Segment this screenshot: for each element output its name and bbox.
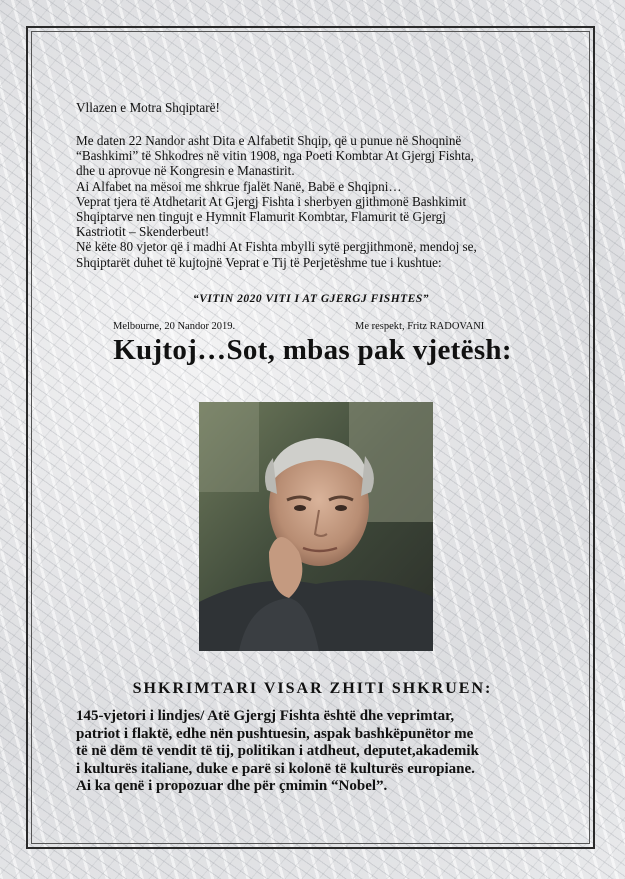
quote-line: 145-vjetori i lindjes/ Atë Gjergj Fishta është dhe veprimtar, <box>76 708 455 724</box>
quote-line: Ai ka qenë i propozuar dhe për çmimin “Nobel”. <box>76 778 388 794</box>
paragraph-line: Me daten 22 Nandor asht Dita e Alfabetit Shqip, që u punue në Shoqninë <box>76 133 462 148</box>
portrait-illustration <box>199 402 433 651</box>
paragraph-line: dhe u aprovue në Kongresin e Manastirit. <box>76 163 295 179</box>
paragraph-line: Kastriotit – Skenderbeut! <box>76 224 210 240</box>
intro-paragraph <box>76 133 546 270</box>
subtitle: SHKRIMTARI VISAR ZHITI SHKRUEN: <box>132 680 493 697</box>
paragraph-line: Veprat tjera të Atdhetarit At Gjergj Fishta i sherbyen gjithmonë Bashkimit <box>76 193 467 209</box>
year-dedication-banner: “VITIN 2020 VITI I AT GJERGJ FISHTES” <box>193 293 429 305</box>
author-portrait-photo <box>199 402 433 651</box>
paragraph-line: Shqiptarët duhet të kujtojnë Veprat e Tij të Perjetëshme tue i kushtue: <box>76 254 442 270</box>
paragraph-line: “Bashkimi” të Shkodres në vitin 1908, nga Poeti Kombtar At Gjergj Fishta, <box>76 148 474 164</box>
paragraph-line: Në këte 80 vjetor që i madhi At Fishta mbylli sytë pergjithmonë, mendoj se, <box>76 239 477 255</box>
paragraph-line: Shqiptarve nen tingujt e Hymnit Flamurit Kombtar, Flamurit të Gjergj <box>76 209 446 225</box>
place-date: Melbourne, 20 Nandor 2019. <box>113 321 236 332</box>
greeting: Vllazen e Motra Shqiptarë! <box>76 100 220 115</box>
quote-line: patriot i flaktë, edhe nën pushtuesin, aspak bashkëpunëtor me <box>76 725 474 742</box>
signature-respect: Me respekt, Fritz RADOVANI <box>355 321 485 332</box>
paragraph-line: Ai Alfabet na mësoi me shkrue fjalët Nanë, Babë e Shqipni… <box>76 178 402 194</box>
quote-line: të në dëm të vendit të tij, politikan i atdheut, deputet,akademik <box>76 743 479 759</box>
quote-line: i kulturës italiane, duke e parë si kolonë të kulturës europiane. <box>76 760 475 777</box>
quote-paragraph <box>76 708 556 796</box>
headline: Kujtoj…Sot, mbas pak vjetësh: <box>113 334 512 366</box>
